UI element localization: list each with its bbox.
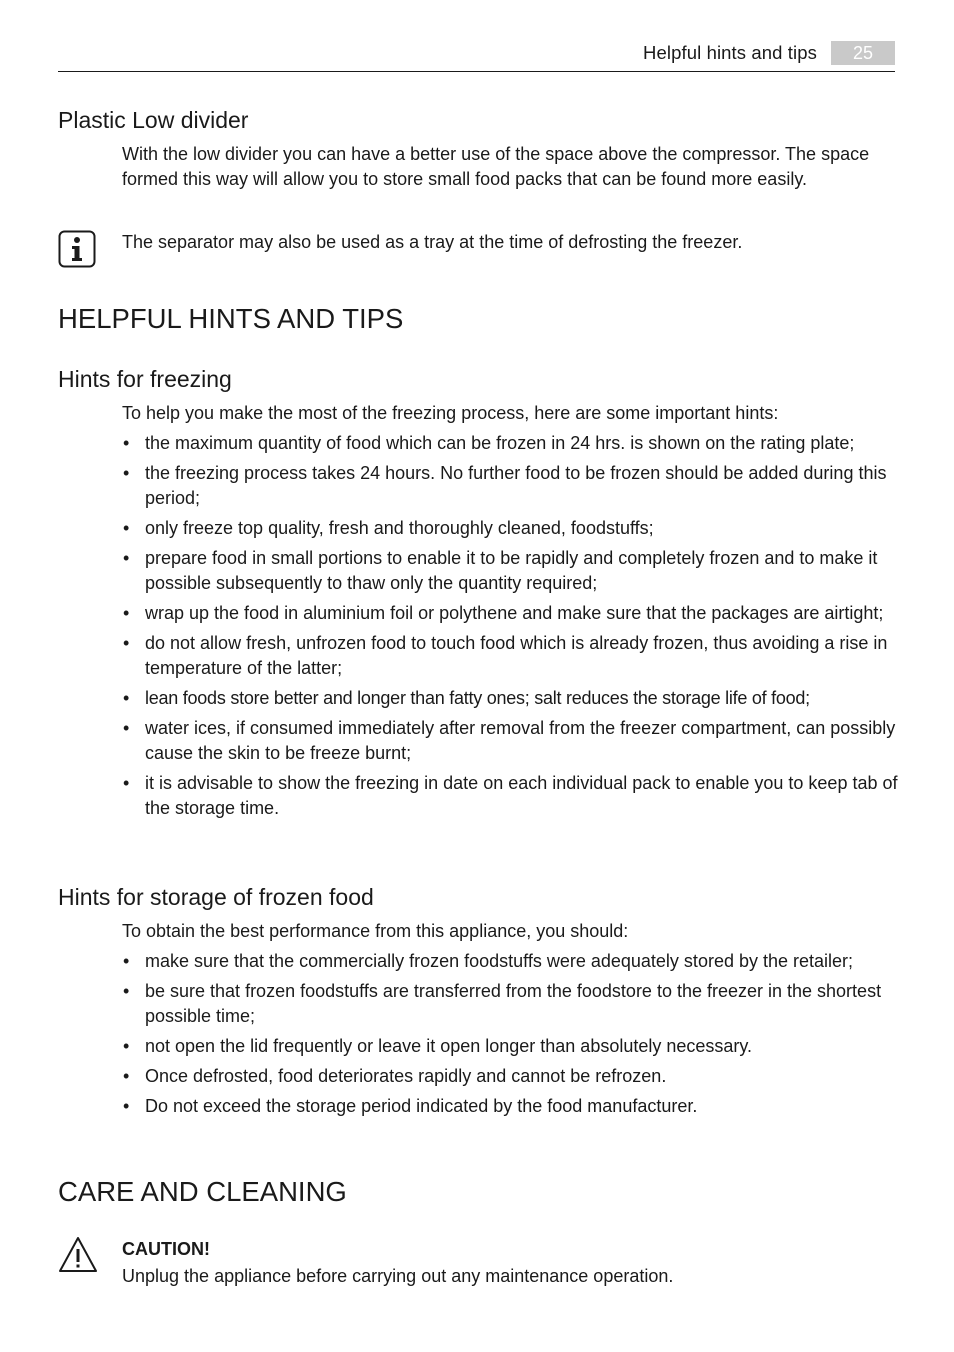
list-item: • Do not exceed the storage period indicated by the food manufacturer. xyxy=(123,1096,698,1116)
page-header xyxy=(58,40,895,72)
list-item: • the freezing process takes 24 hours. No further food to be frozen should be added during this period; xyxy=(123,463,887,508)
hints-section-title: HELPFUL HINTS AND TIPS xyxy=(58,303,404,334)
list-item: • not open the lid frequently or leave it open longer than absolutely necessary. xyxy=(123,1036,753,1056)
list-item: • water ices, if consumed immediately after removal from the freezer compartment, can possibly cause the skin to be freeze burnt; xyxy=(123,718,896,763)
list-item: • wrap up the food in aluminium foil or polythene and make sure that the packages are airtight; xyxy=(123,603,884,623)
page-number-badge: 25 xyxy=(831,41,895,65)
list-item: • be sure that frozen foodstuffs are transferred from the foodstore to the freezer in the shortest possible time; xyxy=(123,981,882,1026)
plastic-divider-body: With the low divider you can have a better use of the space above the compressor. The space formed this way will allow you to store small food packs that can be found more easily. xyxy=(122,144,870,189)
list-item: • the maximum quantity of food which can be frozen in 24 hrs. is shown on the rating plate; xyxy=(123,433,855,453)
care-section-title: CARE AND CLEANING xyxy=(58,1176,347,1207)
list-item: • lean foods store better and longer than fatty ones; salt reduces the storage life of food; xyxy=(123,688,810,708)
list-item: • it is advisable to show the freezing in date on each individual pack to enable you to keep tab of the storage time. xyxy=(123,773,898,818)
list-item: • make sure that the commercially frozen foodstuffs were adequately stored by the retailer; xyxy=(123,951,854,971)
running-header-title: Helpful hints and tips xyxy=(643,42,817,63)
list-item: • only freeze top quality, fresh and thoroughly cleaned, foodstuffs; xyxy=(123,518,654,538)
caution-title: CAUTION! xyxy=(122,1239,210,1259)
storage-intro: To obtain the best performance from this appliance, you should: xyxy=(122,921,629,941)
caution-text: Unplug the appliance before carrying out any maintenance operation. xyxy=(122,1266,674,1286)
list-item: • do not allow fresh, unfrozen food to touch food which is already frozen, thus avoiding a rise in temperature of the latter; xyxy=(123,633,888,678)
info-icon xyxy=(58,230,96,273)
list-item: • Once defrosted, food deteriorates rapidly and cannot be refrozen. xyxy=(123,1066,667,1086)
storage-hints-list xyxy=(122,949,900,1124)
warning-triangle-icon xyxy=(58,1236,98,1279)
plastic-divider-heading: Plastic Low divider xyxy=(58,107,249,133)
storage-heading: Hints for storage of frozen food xyxy=(58,884,374,910)
freezing-intro: To help you make the most of the freezing process, here are some important hints: xyxy=(122,403,779,423)
list-item: • prepare food in small portions to enable it to be rapidly and completely frozen and to make it possible subsequently to thaw only the quantity required; xyxy=(123,548,878,593)
info-note-text: The separator may also be used as a tray at the time of defrosting the freezer. xyxy=(122,232,743,252)
freezing-heading: Hints for freezing xyxy=(58,366,232,392)
freezing-hints-list xyxy=(122,431,900,826)
